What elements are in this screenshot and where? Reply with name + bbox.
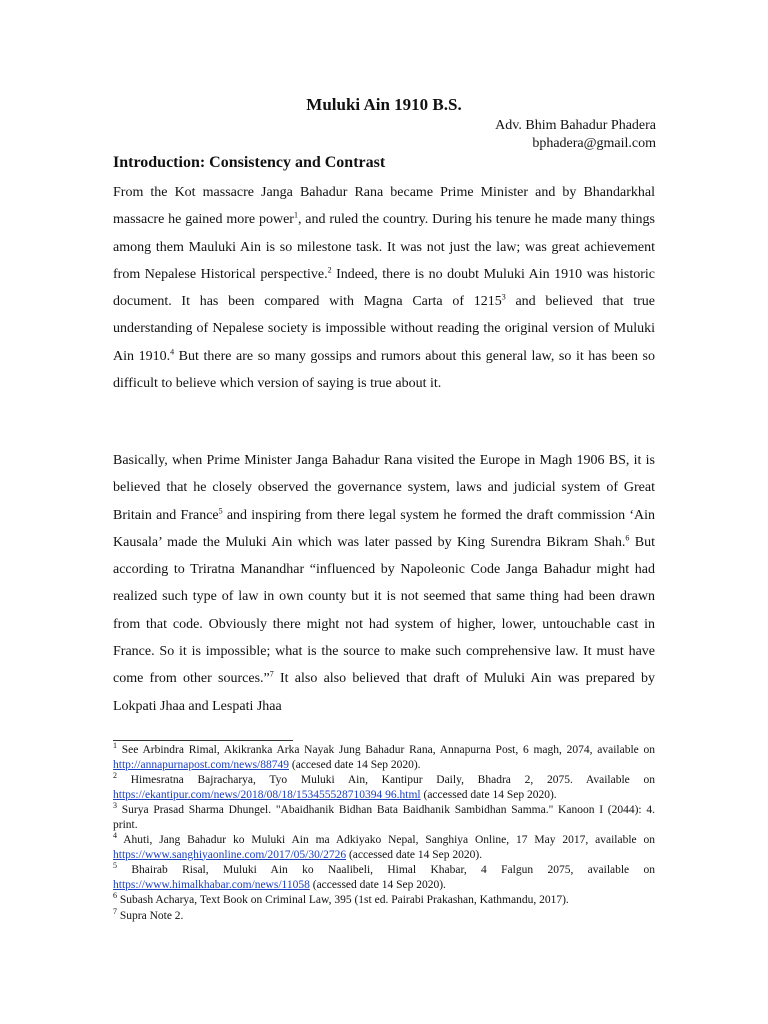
footnote-ref[interactable]: 7 bbox=[269, 669, 274, 679]
footnote-link[interactable]: https://www.sanghiyaonline.com/2017/05/30/2726 bbox=[113, 848, 347, 861]
author-name: Adv. Bhim Bahadur Phadera bbox=[495, 118, 656, 133]
footnote-text: Ahuti, Jang Bahadur ko Muluki Ain ma Adkiyako Nepal, Sanghiya Online, 17 May 2017, available on bbox=[123, 834, 655, 846]
footnote-text: (accessed date 14 Sep 2020). bbox=[420, 788, 557, 801]
footnote-ref[interactable]: 2 bbox=[327, 265, 332, 275]
footnote-ref[interactable]: 4 bbox=[170, 347, 175, 357]
footnote-text: Subash Acharya, Text Book on Criminal Law, 395 (1st ed. Pairabi Prakashan, Kathmandu, 2017). bbox=[119, 894, 569, 906]
footnote-text: Bhairab Risal, Muluki Ain ko Naalibeli, Himal Khabar, 4 Falgun 2075, available on bbox=[131, 864, 656, 876]
footnote-number: 3 bbox=[113, 801, 117, 811]
footnote-number: 6 bbox=[113, 891, 117, 901]
footnote-ref[interactable]: 6 bbox=[625, 533, 630, 543]
footnote-item bbox=[113, 803, 655, 832]
footnote-item bbox=[113, 773, 655, 802]
footnote-item bbox=[113, 743, 655, 772]
footnote-link[interactable]: http://annapurnapost.com/news/88749 bbox=[113, 758, 289, 771]
footnote-ref[interactable]: 3 bbox=[501, 292, 506, 302]
footnote-number: 1 bbox=[113, 741, 117, 751]
paragraph-1 bbox=[113, 179, 655, 397]
text-run: , and ruled the country. During his tenure he made many things among them Mauluki Ain is so milestone task. It was not just the law; was great achievement from Nepalese Historical perspective. bbox=[113, 212, 656, 282]
footnote-ref[interactable]: 5 bbox=[218, 505, 223, 515]
footnote-number: 5 bbox=[113, 861, 117, 871]
text-run: Indeed, there is no doubt Muluki Ain 1910 was historic document. It has been compared with Magna Carta of 1215 bbox=[113, 266, 655, 310]
footnote-number: 4 bbox=[113, 831, 117, 841]
footnote-text: (accesed date 14 Sep 2020). bbox=[289, 758, 421, 771]
footnotes bbox=[113, 743, 655, 924]
footnote-link[interactable]: https://www.himalkhabar.com/news/11058 bbox=[113, 878, 310, 891]
footnote-link[interactable]: https://ekantipur.com/news/2018/08/18/153455528710394 96.html bbox=[113, 788, 421, 801]
text-run: From the Kot massacre Janga Bahadur Rana became Prime Minister and by Bhandarkhal massacre he gained more power bbox=[113, 185, 655, 228]
footnote-text: See Arbindra Rimal, Akikranka Arka Nayak Jung Bahadur Rana, Annapurna Post, 6 magh, 2074, available on bbox=[121, 744, 655, 756]
paragraph-2 bbox=[113, 447, 655, 720]
text-run: It also also believed that draft of Muluki Ain was prepared by Lokpati Jhaa and Lespati Jhaa bbox=[113, 671, 655, 714]
footnote-divider bbox=[113, 740, 293, 741]
footnote-text: Supra Note 2. bbox=[119, 909, 184, 922]
footnote-item bbox=[113, 833, 655, 862]
section-heading: Introduction: Consistency and Contrast bbox=[113, 154, 386, 171]
author-email: bphadera@gmail.com bbox=[532, 136, 656, 151]
footnote-text: Surya Prasad Sharma Dhungel. "Abaidhanik Bidhan Bata Baidhanik Sambidhan Samma." Kanoon I (2044): 4. print. bbox=[113, 804, 655, 831]
footnote-item bbox=[113, 906, 655, 924]
footnote-text: (accessed date 14 Sep 2020). bbox=[309, 878, 446, 891]
text-run: But according to Triratna Manandhar “influenced by Napoleonic Code Janga Bahadur might had realized such type of law in own county but it is not seemed that same thing had been drawn from that code. Obviously there might not had system of higher, lower, untouchable cast in France. So it is impossible; what is the source to make such comprehensive law. It must have come from other sources.” bbox=[113, 534, 655, 687]
text-run: But there are so many gossips and rumors about this general law, so it has been so difficult to believe which version of saying is true about it. bbox=[113, 348, 656, 392]
footnote-text: Himesratna Bajracharya, Tyo Muluki Ain, Kantipur Daily, Bhadra 2, 2075. Available on bbox=[130, 774, 656, 786]
footnote-ref[interactable]: 1 bbox=[293, 210, 298, 220]
footnote-number: 7 bbox=[113, 906, 117, 916]
document-title: Muluki Ain 1910 B.S. bbox=[306, 95, 462, 114]
text-run: Basically, when Prime Minister Janga Bahadur Rana visited the Europe in Magh 1906 BS, it is believed that he closely observed the governance system, laws and judicial system of Great Britain and France bbox=[113, 453, 655, 523]
footnote-item bbox=[113, 893, 655, 908]
text-run: and believed that true understanding of Nepalese society is impossible without reading the original version of Muluki Ain 1910. bbox=[113, 294, 655, 364]
footnote-text: (accessed date 14 Sep 2020). bbox=[346, 848, 483, 861]
text-run: and inspiring from there legal system he formed the draft commission ‘Ain Kausala’ made the Muluki Ain which was later passed by King Surendra Bikram Shah. bbox=[113, 507, 655, 550]
footnote-number: 2 bbox=[113, 771, 117, 781]
footnote-item bbox=[113, 863, 655, 892]
